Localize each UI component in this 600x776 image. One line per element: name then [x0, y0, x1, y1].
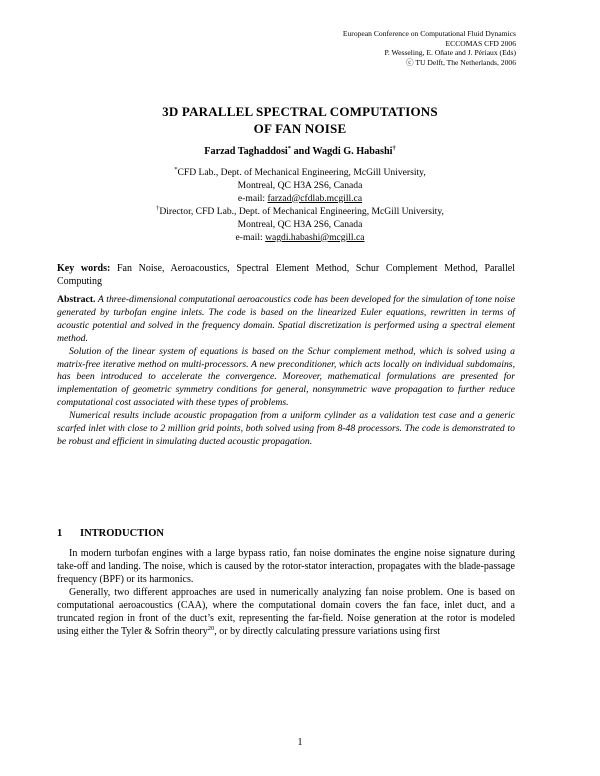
introduction-body — [57, 547, 515, 638]
affiliation-2-line-2: Montreal, QC H3A 2S6, Canada — [237, 218, 363, 230]
affiliation-1-mark: * — [174, 166, 178, 173]
author-connector: and — [291, 146, 313, 157]
citation-ref: 20 — [207, 625, 215, 632]
keywords-label: Key words: — [57, 263, 111, 274]
affiliation-2 — [0, 206, 600, 244]
section-title: INTRODUCTION — [80, 528, 165, 539]
conference-event: ECCOMAS CFD 2006 — [445, 38, 516, 48]
affiliation-2-mark: † — [156, 205, 160, 212]
section-number: 1 — [57, 528, 63, 539]
abstract-label: Abstract. — [57, 294, 96, 305]
intro-paragraph-2 — [57, 586, 515, 638]
keywords-text: Fan Noise, Aeroacoustics, Spectral Element Method, Schur Complement Method, Parallel Computing — [57, 263, 516, 287]
conference-name: European Conference on Computational Fluid Dynamics — [342, 29, 516, 38]
author-1-mark: * — [287, 145, 292, 152]
conference-copyright: ⓒ TU Delft, The Netherlands, 2006 — [405, 57, 516, 67]
paper-title — [0, 103, 600, 137]
section-heading — [57, 528, 164, 539]
intro-paragraph-1: In modern turbofan engines with a large bypass ratio, fan noise dominates the engine noise signature during take-off and landing. The noise, which is caused by the rotor-stator interaction, propagates with the blade-passage frequency (BPF) or its harmonics. — [57, 548, 515, 585]
affiliation-1-email-label: e-mail: — [237, 192, 268, 204]
affiliation-1 — [0, 167, 600, 205]
affiliation-2-email-label: e-mail: — [235, 231, 266, 243]
author-2-mark: † — [392, 145, 396, 152]
keywords — [57, 262, 515, 288]
author-1: Farzad Taghaddosi — [204, 146, 288, 157]
conference-editors: P. Wesseling, E. Oñate and J. Périaux (Eds) — [384, 48, 516, 58]
affiliation-1-line-1: CFD Lab., Dept. of Mechanical Engineering, McGill University, — [177, 167, 426, 178]
title-line-2: OF FAN NOISE — [253, 121, 347, 136]
abstract-paragraph-2: Solution of the linear system of equations is based on the Schur complement method, which is solved using a matrix-free iterative method on multi-processors. A new preconditioner, which acts locally on individual subdomains, has been introduced to accelerate the convergence. Moreover, mathematical formulations are presented for implementation of geometric symmetry conditions for general, nonsymmetric wave propagation to further reduce computational cost associated with these types of problems. — [57, 345, 515, 409]
intro-paragraph-2-text-b: , or by directly calculating pressure variations using first — [214, 626, 441, 637]
abstract — [57, 294, 515, 449]
author-2: Wagdi G. Habashi — [312, 146, 393, 157]
conference-header — [343, 29, 516, 67]
abstract-paragraph-1: A three-dimensional computational aeroacoustics code has been developed for the simulation of tone noise generated by turbofan engine inlets. The code is based on the linearized Euler equations, rewritten in terms of acoustic potential and solved in the frequency domain. Spatial discretization is performed using a spectral element method. — [57, 294, 515, 344]
title-line-1: 3D PARALLEL SPECTRAL COMPUTATIONS — [162, 104, 438, 119]
abstract-paragraph-3: Numerical results include acoustic propagation from a uniform cylinder as a validation test case and a generic scarfed inlet with close to 2 million grid points, both solved using from 8-48 processors. The code is demonstrated to be robust and efficient in simulating ducted acoustic propagation. — [57, 410, 515, 447]
page-number: 1 — [297, 737, 303, 748]
affiliation-2-line-1: Director, CFD Lab., Dept. of Mechanical Engineering, McGill University, — [159, 206, 444, 217]
author-line — [0, 146, 600, 157]
intro-paragraph-2-text-a: Generally, two different approaches are used in numerically analyzing fan noise problem. One is based on computational aeroacoustics (CAA), where the computational domain covers the fan face, inlet duct, and a truncated region in front of the duct’s exit, representing the far-field. Noise generation at the rotor is modeled using either the Tyler & Sofrin theory — [57, 587, 515, 637]
affiliation-2-email-link[interactable]: wagdi.habashi@mcgill.ca — [265, 231, 365, 243]
affiliation-1-line-2: Montreal, QC H3A 2S6, Canada — [237, 179, 363, 191]
affiliation-1-email-link[interactable]: farzad@cfdlab.mcgill.ca — [267, 192, 363, 204]
